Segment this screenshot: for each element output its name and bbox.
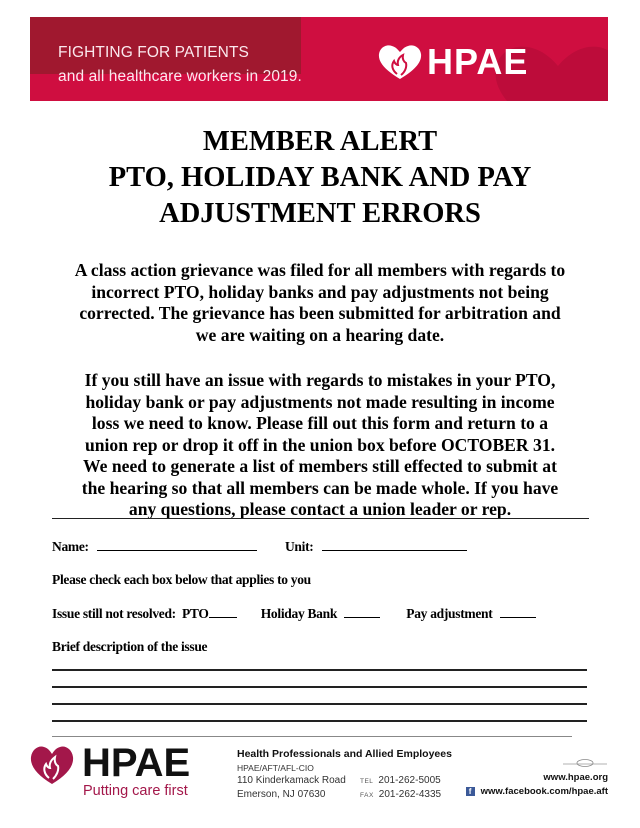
title-line-1: MEMBER ALERT [202, 126, 438, 157]
paragraph-line: corrected. The grievance has been submitted for arbitration and [79, 303, 561, 323]
tel-label: TEL [360, 778, 374, 785]
address-line-2: Emerson, NJ 07630 [237, 789, 326, 800]
footer-logo-text: HPAE [82, 741, 191, 785]
facebook-icon: f [466, 787, 475, 796]
paragraph-line: A class action grievance was filed for all members with regards to [74, 260, 566, 280]
hpae-heart-icon [377, 44, 423, 80]
description-line-1[interactable] [52, 669, 587, 671]
telephone [360, 775, 441, 786]
paragraph-line: holiday bank or pay adjustments not made resulting in income [85, 391, 555, 412]
banner-logo-text: HPAE [427, 41, 529, 82]
holiday-bank-label: Holiday Bank [260, 606, 338, 621]
unit-label: Unit: [284, 539, 314, 554]
paragraph-line: If you still have an issue with regards to mistakes in your PTO, [84, 370, 556, 390]
facebook-url[interactable]: www.facebook.com/hpae.aft [480, 786, 608, 797]
title-line-3: ADJUSTMENT ERRORS [159, 198, 481, 229]
description-line-4[interactable] [52, 720, 587, 722]
banner-slogan [58, 41, 302, 89]
affiliation: HPAE/AFT/AFL-CIO [237, 763, 314, 773]
hpae-heart-icon [30, 745, 74, 785]
check-instruction: Please check each box below that applies to you [52, 572, 311, 587]
website-link[interactable]: www.hpae.org [543, 772, 608, 783]
description-line-3[interactable] [52, 703, 587, 705]
facebook-link[interactable] [466, 786, 608, 797]
tel-number: 201-262-5005 [378, 775, 441, 786]
paragraph-line: we are waiting on a hearing date. [195, 324, 445, 345]
title-line-2: PTO, HOLIDAY BANK AND PAY [108, 162, 532, 193]
page-title [0, 124, 640, 232]
union-bug-icon [563, 759, 607, 767]
paragraph-line: We need to generate a list of members still effected to submit at [83, 456, 557, 476]
description-label: Brief description of the issue [52, 639, 208, 654]
section-divider [52, 518, 589, 519]
paragraph-line: loss we need to know. Please fill out this form and return to a [91, 413, 549, 433]
issue-label: Issue still not resolved: [52, 606, 176, 621]
footer-tagline: Putting care first [83, 783, 188, 799]
name-unit-row [52, 538, 467, 555]
pay-adjustment-label: Pay adjustment [406, 606, 493, 621]
header-banner [30, 17, 608, 101]
name-field[interactable] [97, 538, 257, 551]
description-line-5[interactable] [52, 736, 572, 737]
fax-label: FAX [360, 792, 374, 799]
name-label: Name: [52, 539, 89, 554]
paragraph-line: any questions, please contact a union leader or rep. [128, 499, 512, 519]
paragraph-line: incorrect PTO, holiday banks and pay adjustments not being [91, 281, 549, 302]
fax-number: 201-262-4335 [378, 789, 442, 800]
description-line-2[interactable] [52, 686, 587, 688]
issue-row [52, 605, 536, 622]
holiday-bank-checkbox[interactable] [344, 605, 380, 618]
address-line-1: 110 Kinderkamack Road [237, 775, 346, 786]
fax [360, 789, 441, 800]
unit-field[interactable] [322, 538, 467, 551]
pay-adjustment-checkbox[interactable] [500, 605, 536, 618]
instructions-paragraph [40, 370, 600, 521]
banner-logo [377, 41, 529, 82]
pto-label: PTO [181, 606, 209, 621]
org-name: Health Professionals and Allied Employees [237, 748, 452, 760]
paragraph-line: the hearing so that all members can be made whole. If you have [81, 477, 559, 498]
paragraph-line: union rep or drop it off in the union box before OCTOBER 31. [84, 434, 556, 455]
grievance-paragraph [40, 260, 600, 346]
banner-line-2: and all healthcare workers in 2019. [58, 68, 302, 85]
banner-line-1: FIGHTING FOR PATIENTS [58, 44, 249, 61]
pto-checkbox[interactable] [209, 605, 237, 618]
